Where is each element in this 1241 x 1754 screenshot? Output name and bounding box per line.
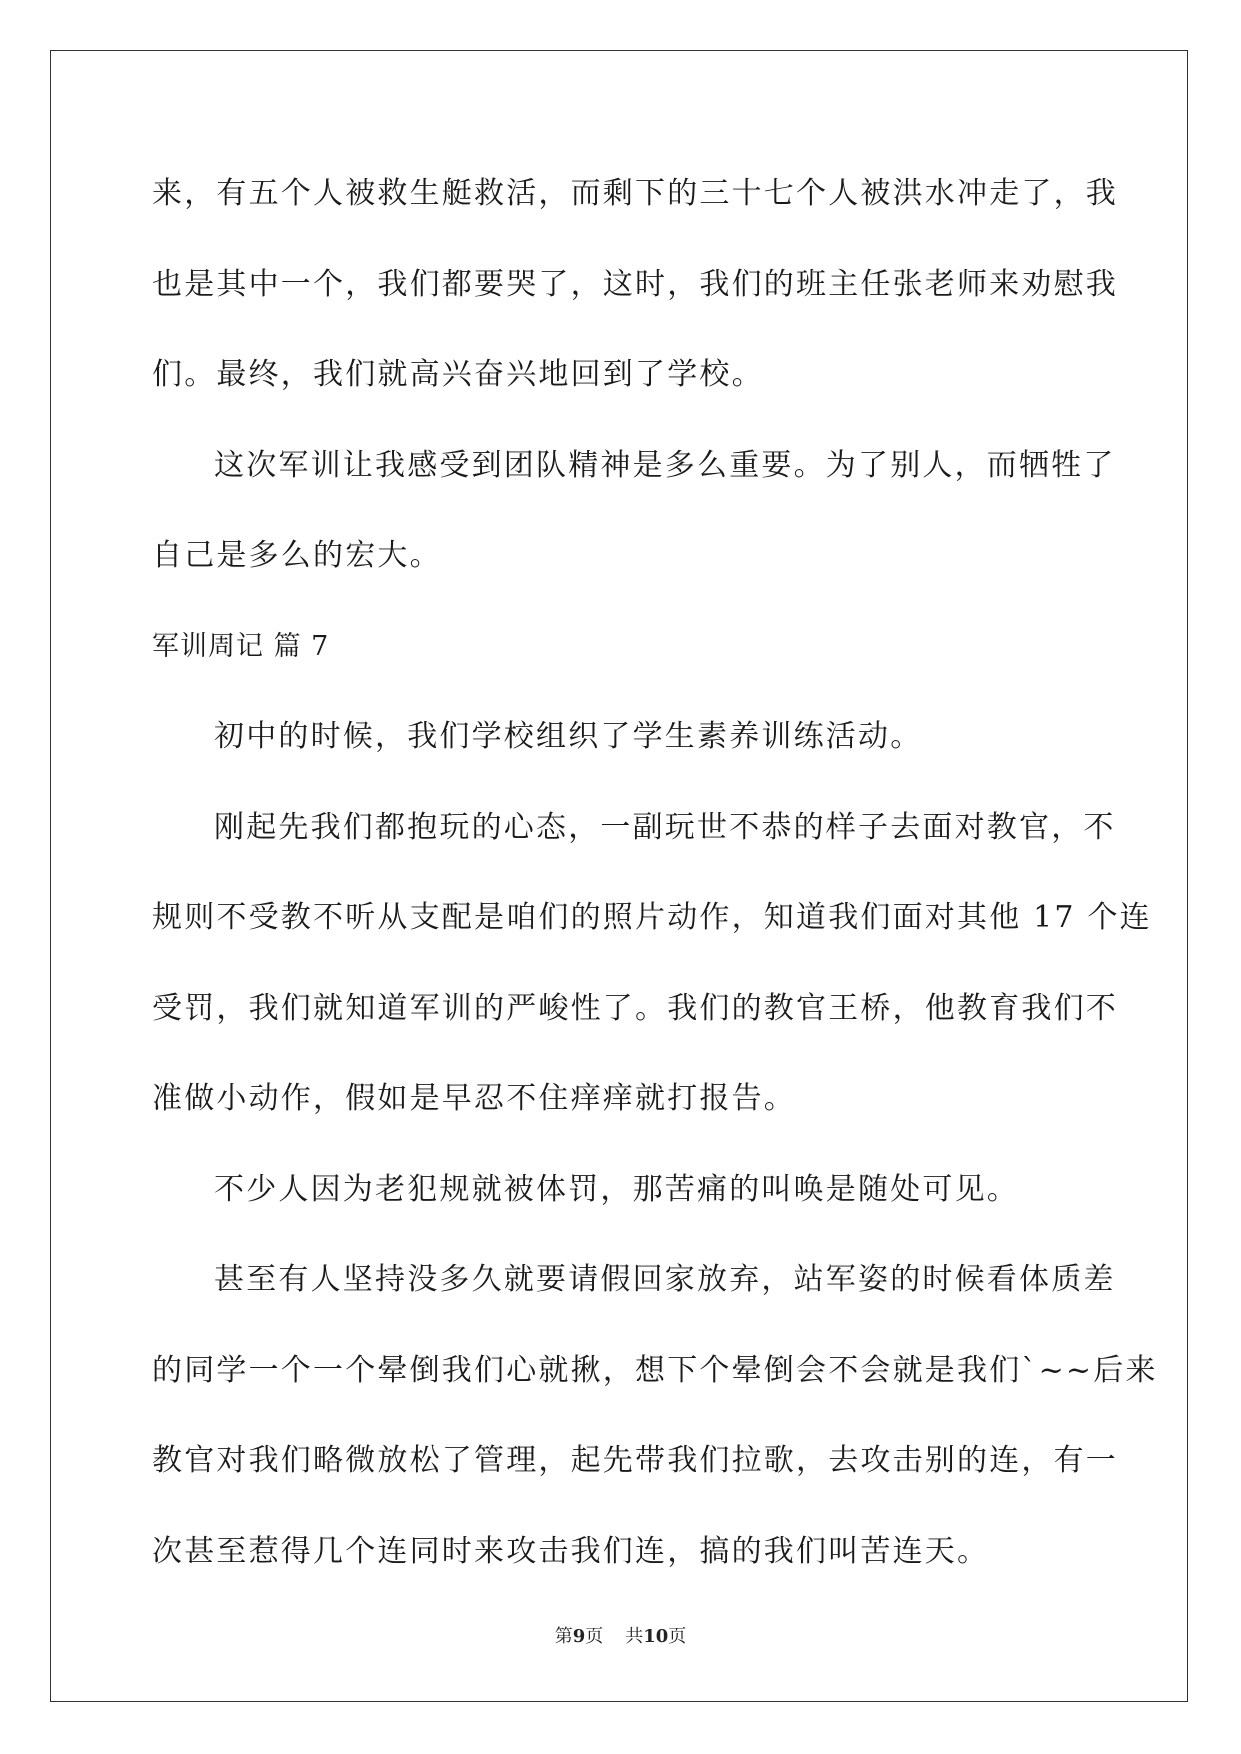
paragraph-line: 规则不受教不听从支配是咱们的照片动作，知道我们面对其他 17 个连 [152,900,1152,935]
paragraph-line: 这次军训让我感受到团队精神是多么重要。为了别人，而牺牲了 [214,447,1116,483]
paragraph-line: 来，有五个人被救生艇救活，而剩下的三十七个人被洪水冲走了，我 [152,176,1118,211]
section-heading: 军训周记 篇 7 [152,630,330,662]
paragraph-line: 也是其中一个，我们都要哭了，这时，我们的班主任张老师来劝慰我 [152,266,1118,302]
paragraph-line: 次甚至惹得几个连同时来攻击我们连，搞的我们叫苦连天。 [152,1533,990,1569]
footer-total-prefix: 共 [625,1626,644,1647]
paragraph-line: 受罚，我们就知道军训的严峻性了。我们的教官王桥，他教育我们不 [152,990,1118,1026]
page-footer [0,1622,1241,1648]
paragraph-line: 自己是多么的宏大。 [152,538,442,573]
footer-page-suffix: 页 [585,1626,604,1647]
paragraph-line: 甚至有人坚持没多久就要请假回家放弃，站军姿的时候看体质差 [214,1262,1116,1297]
paragraph-line: 教官对我们略微放松了管理，起先带我们拉歌，去攻击别的连，有一 [152,1443,1118,1478]
footer-total-suffix: 页 [668,1626,687,1647]
paragraph-line: 们。最终，我们就高兴奋兴地回到了学校。 [152,357,764,392]
document-body [152,160,1158,1608]
footer-prefix: 第 [554,1626,573,1647]
total-page-number: 10 [643,1626,669,1647]
paragraph-line: 的同学一个一个晕倒我们心就揪，想下个晕倒会不会就是我们`~~后来 [152,1352,1158,1388]
paragraph-line: 准做小动作，假如是早忍不住痒痒就打报告。 [152,1081,796,1116]
paragraph-line: 不少人因为老犯规就被体罚，那苦痛的叫唤是随处可见。 [214,1171,1019,1207]
paragraph-line: 刚起先我们都抱玩的心态，一副玩世不恭的样子去面对教官，不 [214,809,1116,845]
current-page-number: 9 [572,1626,586,1647]
paragraph-line: 初中的时候，我们学校组织了学生素养训练活动。 [214,719,923,754]
